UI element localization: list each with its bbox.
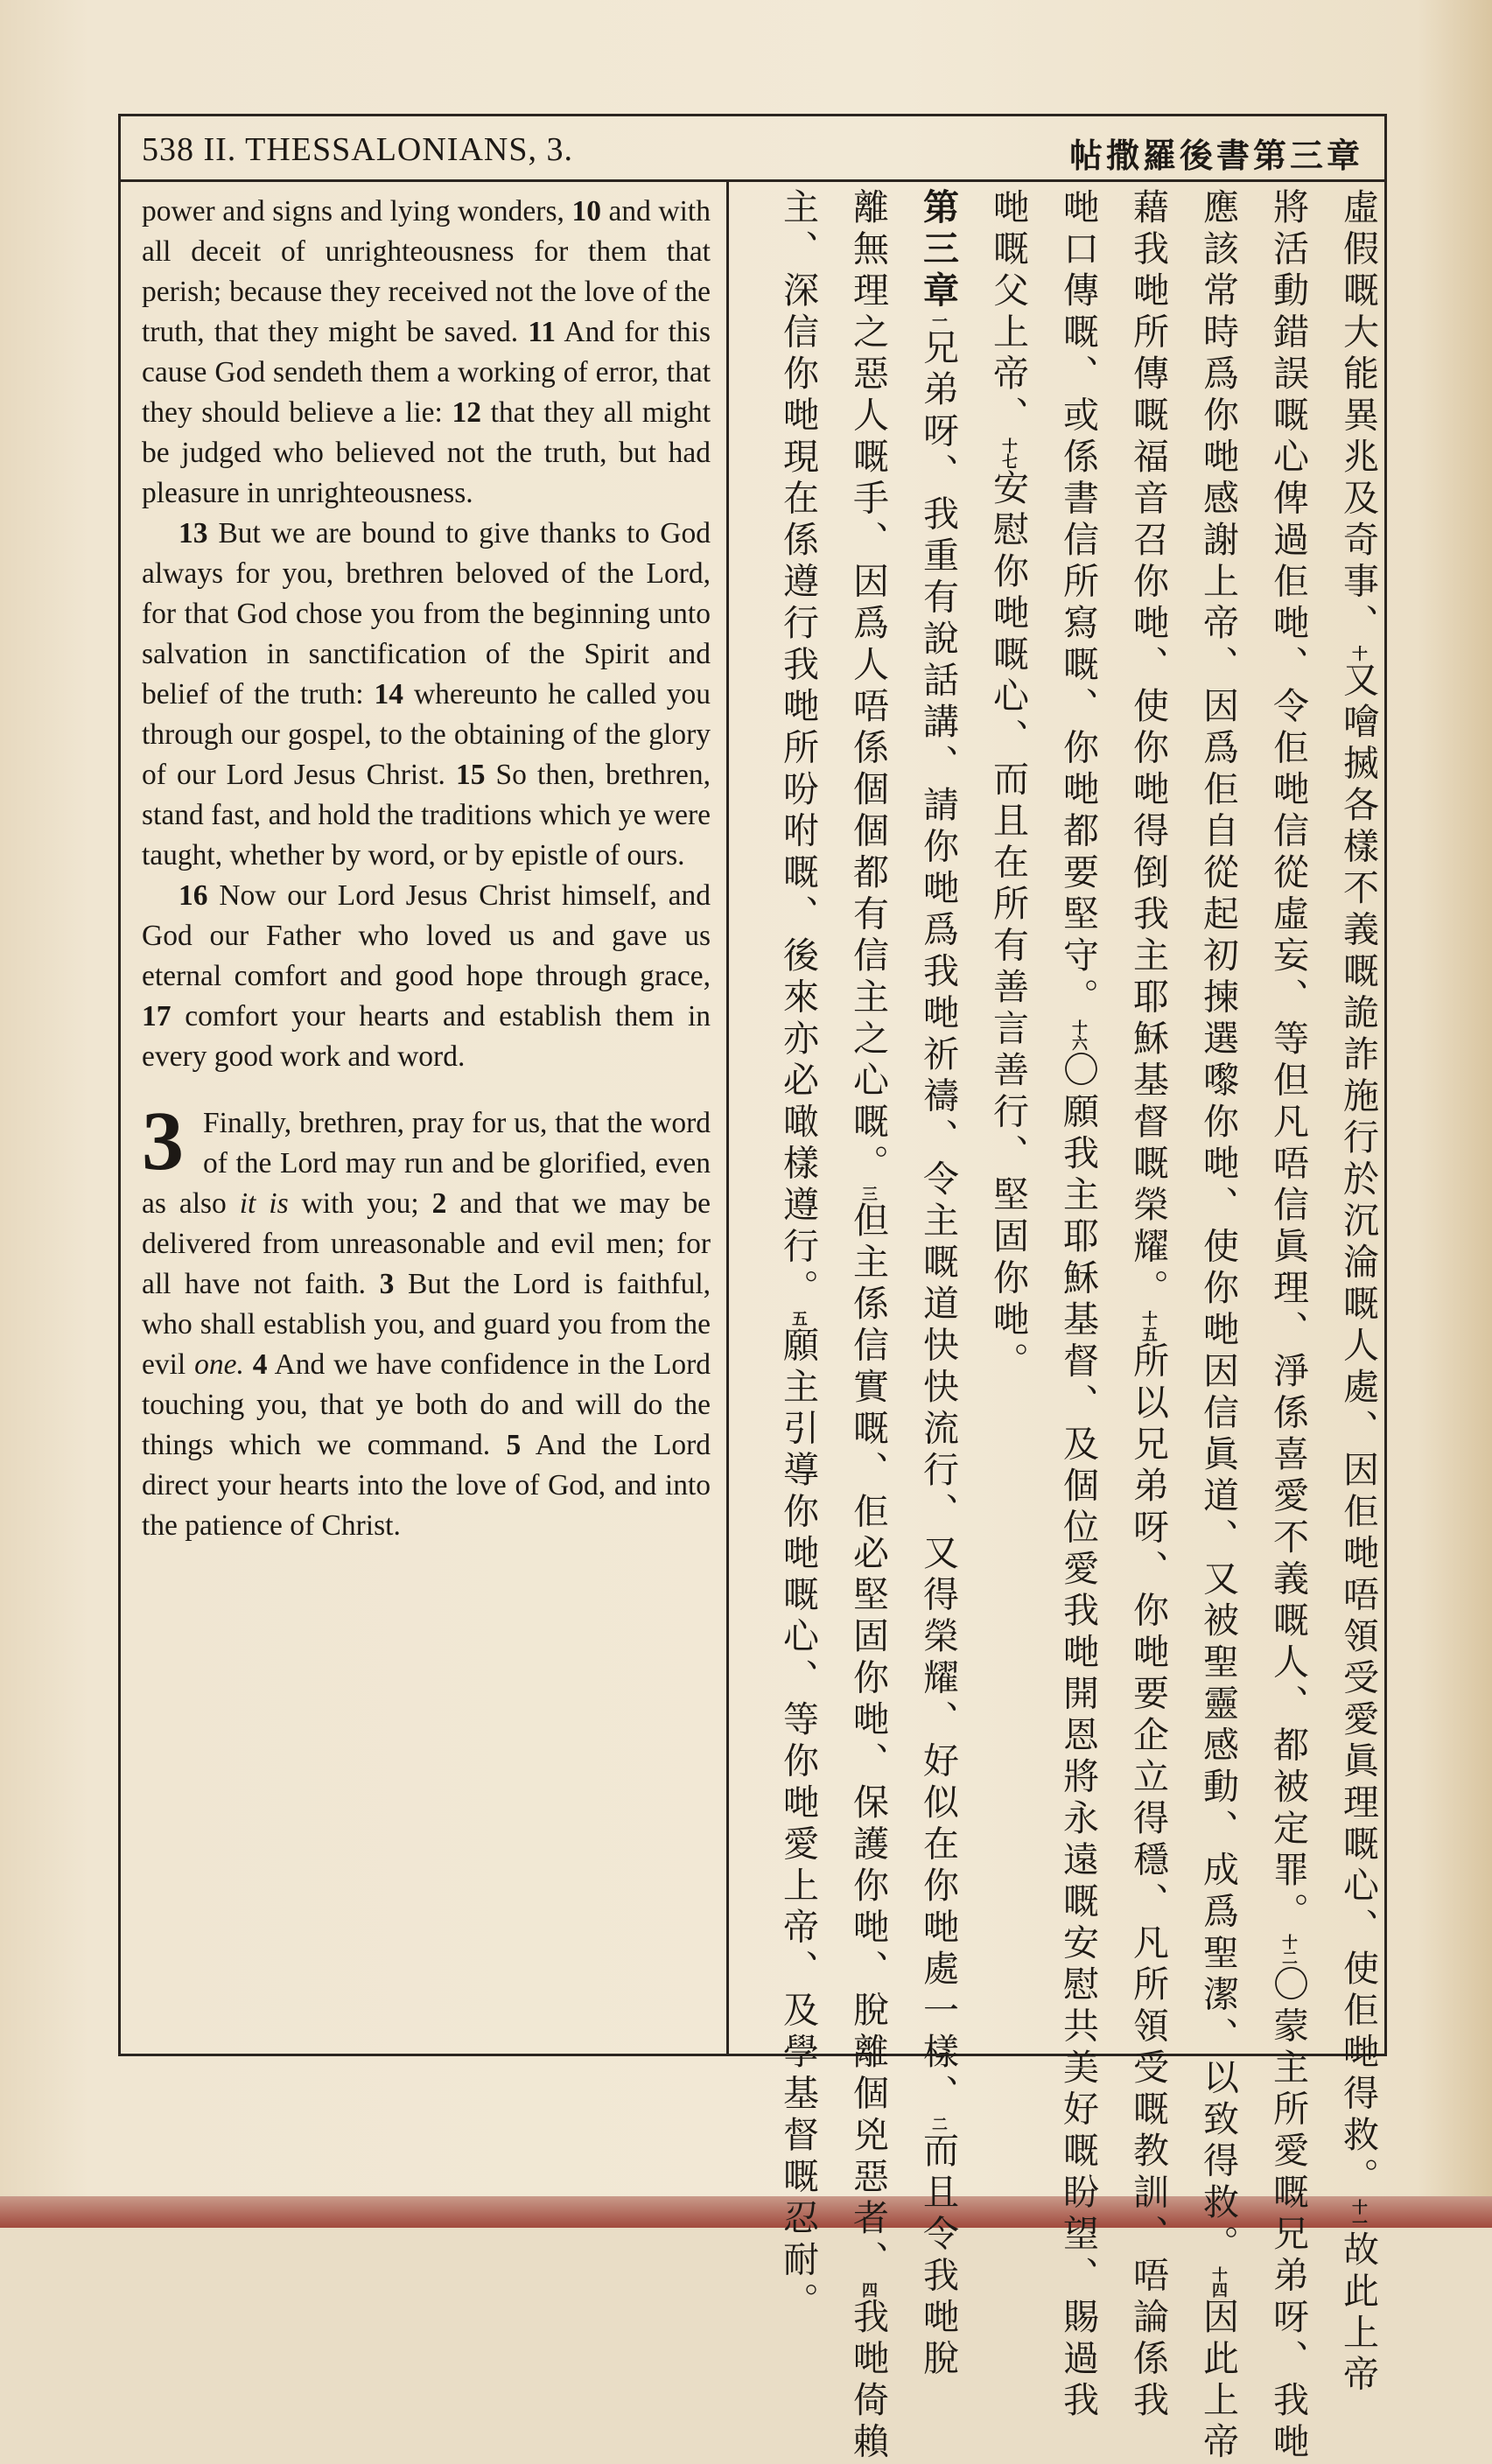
verse-number: 十: [1349, 645, 1368, 662]
verse-number: 3: [379, 1268, 395, 1300]
chinese-column: [777, 188, 819, 2324]
text-segment: Finally, brethren, pray for us, that the word of the Lord may run and be glorified, even as also: [142, 1107, 711, 1220]
verse-number: 14: [374, 678, 403, 710]
text-segment: And for this cause God sendeth them a working of error, that they should believe a lie:: [142, 316, 711, 429]
verse-number: 一: [929, 312, 948, 329]
header-left: 538 II. THESSALONIANS, 3.: [142, 131, 573, 168]
verse-number: 十四: [1209, 2266, 1228, 2298]
column-text: 因此上帝: [1197, 2298, 1239, 2464]
column-text: 所以兄弟呀、你哋要企立得穩、凡所領受嘅教訓、唔論係我: [1127, 1341, 1169, 2423]
verse-number: 二: [929, 2116, 948, 2132]
column-text: 離無理之惡人嘅手、因爲人唔係個個都有信主之心嘅。: [847, 188, 889, 1186]
column-text: 〇蒙主所愛嘅兄弟呀、我哋: [1267, 1965, 1309, 2464]
text-segment: that they all might be judged who believed not the truth, but had pleasure in unrighteousness.: [142, 396, 711, 509]
text-segment: and that we may be delivered from unreasonable and evil men; for all have not faith.: [142, 1187, 711, 1300]
verse-number: 十二: [1279, 1934, 1298, 1965]
english-paragraph: [142, 876, 711, 1077]
text-segment: And the Lord direct your hearts into the love of God, and into the patience of Christ.: [142, 1429, 711, 1542]
chinese-text: [742, 188, 1379, 2464]
page-frame: [118, 114, 1387, 2464]
chapter-number: 3: [142, 1094, 184, 1187]
verse-number: 13: [179, 517, 208, 550]
text-segment: power and signs and lying wonders,: [142, 195, 564, 228]
verse-number: 五: [789, 1310, 808, 1326]
column-text: 〇願我主耶穌基督、及個位愛我哋開恩將永遠嘅安慰共美好嘅盼望、賜過我: [1057, 1051, 1099, 2423]
chinese-column: [1267, 188, 1309, 2464]
verse-number: 四: [859, 2282, 878, 2298]
text-segment: comfort your hearts and establish them in every good work and word.: [142, 1000, 711, 1073]
header-right: 帖撒羅後書第三章: [1068, 136, 1363, 175]
text-segment: And we have confidence in the Lord touching you, that ye both do and will do the things which we command.: [142, 1348, 711, 1461]
verse-number: 十六: [1069, 1019, 1088, 1051]
verse-number: 十一: [1349, 2199, 1368, 2230]
text-segment: with you;: [301, 1187, 419, 1220]
text-segment: But we are bound to give thanks to God always for you, brethren beloved of the Lord, for that God chose you from the beginning unto salvation in sanctification of the Spirit and belief of the truth:: [142, 517, 711, 710]
verse-number: 15: [455, 759, 486, 791]
verse-number: 三: [859, 1186, 878, 1201]
column-text: 故此上帝: [1337, 2230, 1379, 2397]
column-text: 主、深信你哋現在係遵行我哋所吩咐嘅、後來亦必噉樣遵行。: [777, 188, 819, 1311]
column-text: 而且令我哋脫: [917, 2132, 959, 2381]
text-segment: Now our Lord Jesus Christ himself, and God our Father who loved us and gave us eternal comfort and good hope through grace,: [142, 879, 711, 992]
chinese-column: [1127, 188, 1169, 2423]
column-text: 將活動錯誤嘅心俾過佢哋、令佢哋信從虛妄、等但凡唔信眞理、淨係喜愛不義嘅人、都被定罪。: [1267, 188, 1309, 1934]
text-segment: But the Lord is faithful, who shall establish you, and guard you from the evil: [142, 1268, 711, 1381]
verse-number: 2: [431, 1187, 447, 1220]
text-segment: whereunto he called you through our gospel, to the obtaining of the glory of our Lord Jesus Christ.: [142, 678, 711, 791]
verse-number: 十七: [999, 438, 1018, 469]
verse-number: 10: [571, 195, 601, 228]
column-text: 應該常時爲你哋感謝上帝、因爲佢自從起初揀選嚟你哋、使你哋因信眞道、又被聖靈感動、成爲聖潔、以致得救。: [1197, 188, 1239, 2266]
column-text: 哋口傳嘅、或係書信所寫嘅、你哋都要堅守。: [1057, 188, 1099, 1019]
verse-number: 17: [142, 1000, 172, 1032]
column-text: 又噲搣各樣不義嘅詭詐施行於沉淪嘅人處、因佢哋唔領受愛眞理嘅心、使佢哋得救。: [1337, 661, 1379, 2199]
chapter-3-paragraph: [142, 1094, 711, 1546]
chinese-column: [917, 188, 959, 2381]
column-text: 願主引導你哋嘅心、等你哋愛上帝、及學基督嘅忍耐。: [777, 1326, 819, 2324]
verse-number: 5: [506, 1429, 522, 1461]
column-text: 但主係信實嘅、佢必堅固你哋、保護你哋、脫離個兇惡者、: [847, 1201, 889, 2282]
chinese-column: [847, 188, 889, 2464]
column-text: 兄弟呀、我重有說話講、請你哋爲我哋祈禱、令主嘅道快快流行、又得榮耀、好似在你哋處一樣、: [917, 328, 959, 2116]
english-text: [142, 192, 711, 1546]
verse-number: 11: [528, 316, 557, 348]
column-text: 哋嘅父上帝、: [987, 188, 1029, 438]
text-segment: and with all deceit of unrighteousness for them that perish; because they received not the love of the truth, that they might be saved.: [142, 195, 711, 348]
italic-text: one.: [194, 1348, 244, 1381]
column-text: 安慰你哋嘅心、而且在所有善言善行、堅固你哋。: [987, 469, 1029, 1383]
column-text: 藉我哋所傳嘅福音召你哋、使你哋得倒我主耶穌基督嘅榮耀。: [1127, 188, 1169, 1311]
chinese-column: [1057, 188, 1099, 2423]
chinese-column: [989, 188, 1027, 2043]
verse-number: 16: [179, 879, 208, 912]
column-text: 虛假嘅大能異兆及奇事、: [1337, 188, 1379, 646]
chinese-column: [1337, 188, 1379, 2397]
verse-number: 十五: [1139, 1310, 1158, 1342]
running-header: [121, 116, 1384, 182]
chinese-column: [1197, 188, 1239, 2464]
verse-number: 12: [452, 396, 481, 429]
chapter-heading: 第三章: [917, 188, 959, 313]
english-paragraph: [142, 514, 711, 876]
text-segment: So then, brethren, stand fast, and hold the traditions which ye were taught, whether by word, or by epistle of ours.: [142, 759, 711, 872]
column-text: 我哋倚賴: [847, 2298, 889, 2464]
italic-text: it is: [239, 1187, 289, 1220]
column-divider: [726, 179, 729, 2054]
verse-number: 4: [252, 1348, 268, 1381]
english-paragraph: [142, 192, 711, 514]
